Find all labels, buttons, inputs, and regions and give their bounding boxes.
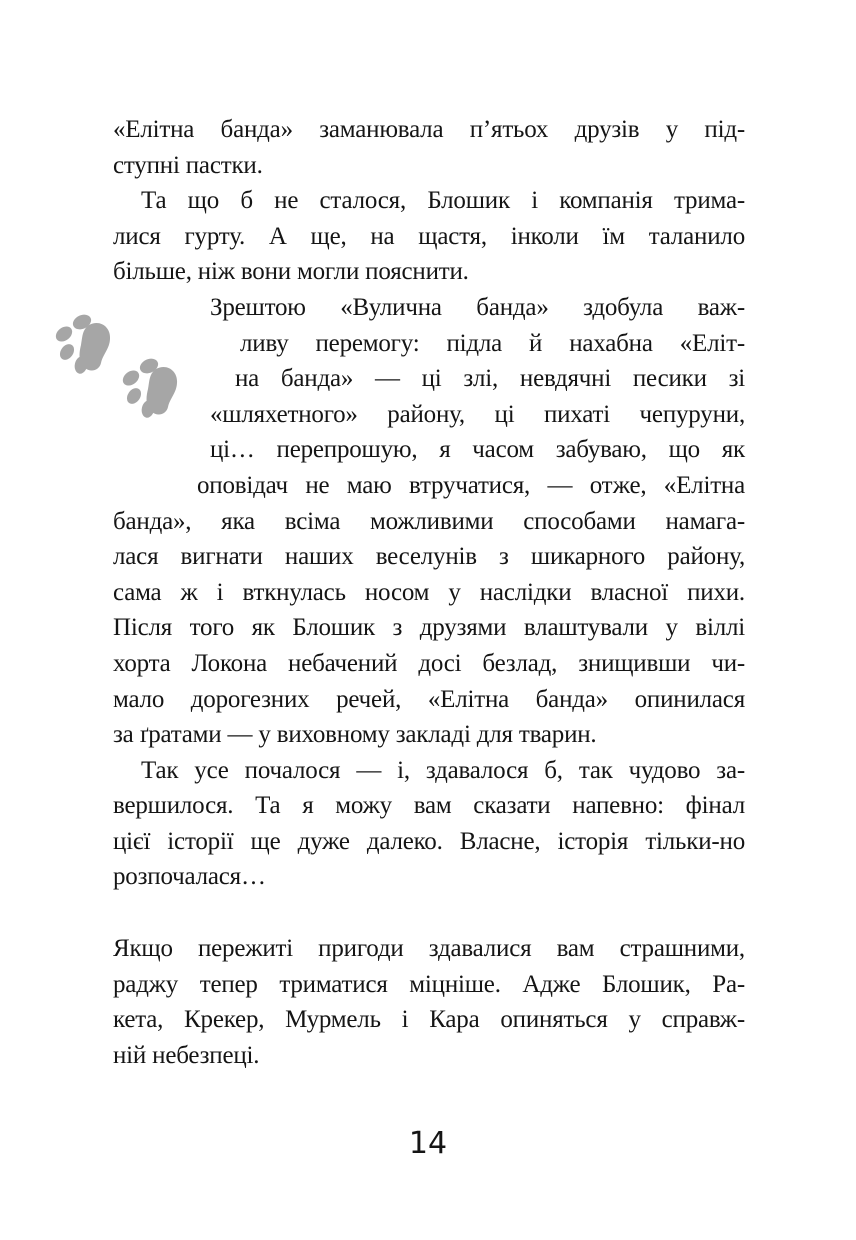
body-text [113,112,745,1073]
text-line: ливу перемогу: підла й нахабна «Еліт- [240,329,745,357]
text-line: хорта Локона небачений досі безлад, знищивши чи- [113,649,745,677]
text-line: банда», яка всіма можливими способами намага- [113,507,745,535]
text-line: Та що б не сталося, Блошик і компанія трима- [141,187,745,215]
text-line: лася вигнати наших веселунів з шикарного району, [113,543,745,571]
text-line: Так усе почалося — і, здавалося б, так чудово за- [141,756,745,784]
paw-print-icon [53,312,110,375]
page-number: 14 [408,1126,448,1161]
text-line: кета, Крекер, Мурмель і Кара опиняться у справж- [113,1006,745,1034]
text-line: Зрештою «Вулична банда» здобула важ- [210,293,745,321]
text-line: розпочалася… [113,863,266,891]
text-line: вершилося. Та я можу вам сказати напевно: фінал [113,792,745,820]
text-line: ці… перепрошую, я часом забуваю, що як [210,436,745,464]
text-line: лися гурту. А ще, на щастя, інколи їм таланило [113,222,745,250]
text-line: «шляхетного» району, ці пихаті чепуруни, [210,400,745,428]
text-line: раджу тепер триматися міцніше. Адже Блошик, Ра- [113,970,745,998]
text-line: ступні пастки. [113,151,263,179]
text-line: цієї історії ще дуже далеко. Власне, історія тільки-но [113,827,745,855]
text-line: «Елітна банда» заманювала п’ятьох друзів у під- [113,116,745,143]
text-line: за ґратами — у виховному закладі для тварин. [113,721,597,749]
text-line: на банда» — ці злі, невдячні песики зі [235,365,745,393]
text-line: мало дорогезних речей, «Елітна банда» опинилася [113,685,745,713]
text-line: сама ж і вткнулась носом у наслідки власної пихи. [113,578,745,606]
text-line: більше, ніж вони могли пояснити. [113,258,469,286]
text-line: Після того як Блошик з друзями влаштували у віллі [113,614,745,642]
text-line: оповідач не маю втручатися, — отже, «Елітна [197,471,745,499]
text-line: Якщо пережиті пригоди здавалися вам страшними, [113,935,745,963]
text-line: ній небезпеці. [113,1041,260,1069]
